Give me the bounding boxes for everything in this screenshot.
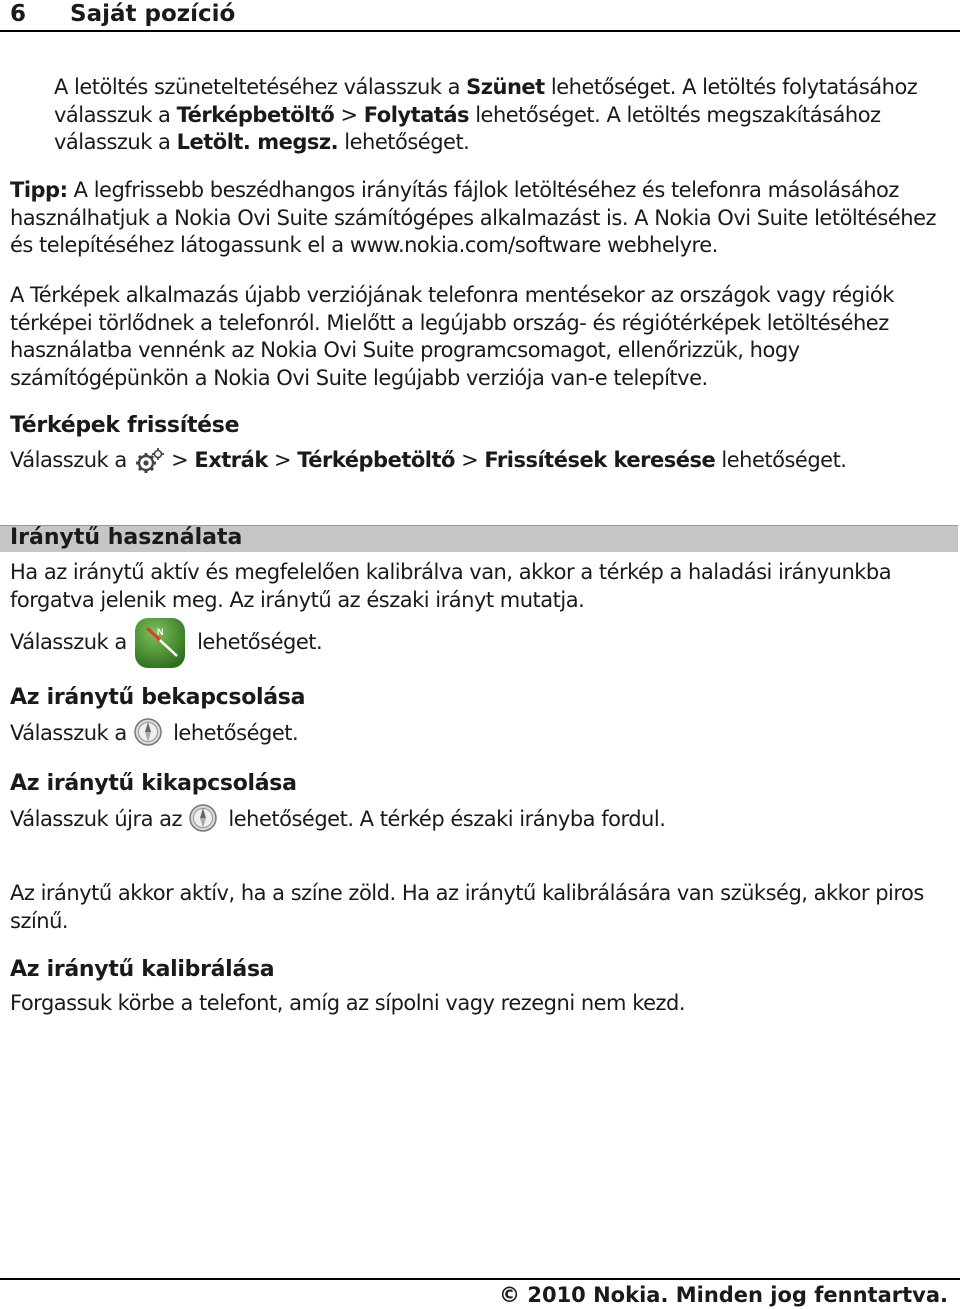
header-rule bbox=[0, 30, 960, 32]
check-updates-option: Frissítések keresése bbox=[484, 448, 716, 472]
compass-off-instruction bbox=[10, 806, 955, 834]
text: lehetőséget. A letöltés megszakításához válasszuk a bbox=[54, 102, 881, 154]
compass-status-note: Az iránytű akkor aktív, ha a színe zöld. Ha az iránytű kalibrálására van szükség, akkor piros színű. bbox=[10, 881, 924, 933]
separator: > bbox=[454, 448, 485, 472]
maps-note: A Térképek alkalmazás újabb verziójának telefonra mentésekor az országok vagy régiók térképei törlődnek a telefonról. Mielőtt a legújabb ország- és régiótérképek letöltéséhez használatba vennénk az Nokia Ovi Suite programcsomagot, ellenőrizzük, hogy számítógépünkön a Nokia Ovi Suite legújabb verziója van-e telepítve. bbox=[10, 283, 894, 390]
extras-option: Extrák bbox=[194, 448, 268, 472]
text: lehetőséget. bbox=[190, 630, 323, 654]
map-loader-option: Térképbetöltő bbox=[297, 448, 455, 472]
compass-toggle-icon bbox=[133, 717, 163, 747]
separator: > bbox=[334, 102, 364, 127]
compass-app-instruction bbox=[10, 614, 955, 670]
compass-on-instruction bbox=[10, 720, 955, 748]
tip-label: Tipp: bbox=[10, 178, 68, 202]
text: Válasszuk a bbox=[10, 448, 133, 472]
text: lehetőséget. bbox=[166, 721, 299, 745]
compass-section-heading: Iránytű használata bbox=[10, 525, 243, 550]
download-instructions bbox=[54, 74, 954, 157]
copyright-notice: © 2010 Nokia. Minden jog fenntartva. bbox=[499, 1283, 948, 1307]
update-maps-heading: Térképek frissítése bbox=[10, 413, 240, 438]
footer-rule bbox=[0, 1278, 960, 1280]
compass-on-heading: Az iránytű bekapcsolása bbox=[10, 685, 306, 710]
compass-off-heading: Az iránytű kikapcsolása bbox=[10, 771, 297, 796]
map-loader-option: Térképbetöltő bbox=[176, 102, 335, 127]
text: lehetőséget. A térkép északi irányba fordul. bbox=[222, 807, 666, 831]
text: lehetőséget. bbox=[715, 448, 847, 472]
separator: > bbox=[164, 448, 195, 472]
tip-text: A legfrissebb beszédhangos irányítás fájlok letöltéséhez és telefonra másolásához használhatjuk a Nokia Ovi Suite számítógépes alkalmazást is. A Nokia Ovi Suite letöltéséhez és telepítéséhez látogassunk el a www.nokia.com/software webhelyre. bbox=[10, 178, 937, 257]
compass-calibrate-text: Forgassuk körbe a telefont, amíg az sípolni vagy rezegni nem kezd. bbox=[10, 991, 686, 1015]
compass-north-label: N bbox=[156, 627, 163, 637]
compass-app-icon bbox=[133, 616, 187, 670]
compass-intro: Ha az iránytű aktív és megfelelően kalibrálva van, akkor a térkép a haladási irányunkba forgatva jelenik meg. Az iránytű az északi irányt mutatja. bbox=[10, 560, 892, 612]
text: lehetőséget. A letöltés folytatásához válasszuk a bbox=[54, 75, 918, 127]
text: Válasszuk a bbox=[10, 630, 133, 654]
update-maps-instructions bbox=[10, 447, 955, 475]
tip-paragraph bbox=[10, 177, 955, 260]
gear-icon bbox=[133, 447, 165, 475]
page-number: 6 bbox=[10, 1, 27, 27]
text: Válasszuk a bbox=[10, 721, 133, 745]
text: Válasszuk újra az bbox=[10, 807, 189, 831]
chapter-title: Saját pozíció bbox=[70, 1, 236, 27]
compass-calibrate-heading: Az iránytű kalibrálása bbox=[10, 957, 275, 982]
text: A letöltés szüneteltetéséhez válasszuk a bbox=[54, 75, 467, 99]
cancel-download-option: Letölt. megsz. bbox=[176, 130, 339, 154]
continue-option: Folytatás bbox=[363, 102, 470, 127]
text: lehetőséget. bbox=[338, 130, 470, 154]
compass-toggle-icon bbox=[188, 803, 218, 833]
separator: > bbox=[267, 448, 298, 472]
pause-option: Szünet bbox=[466, 75, 545, 99]
